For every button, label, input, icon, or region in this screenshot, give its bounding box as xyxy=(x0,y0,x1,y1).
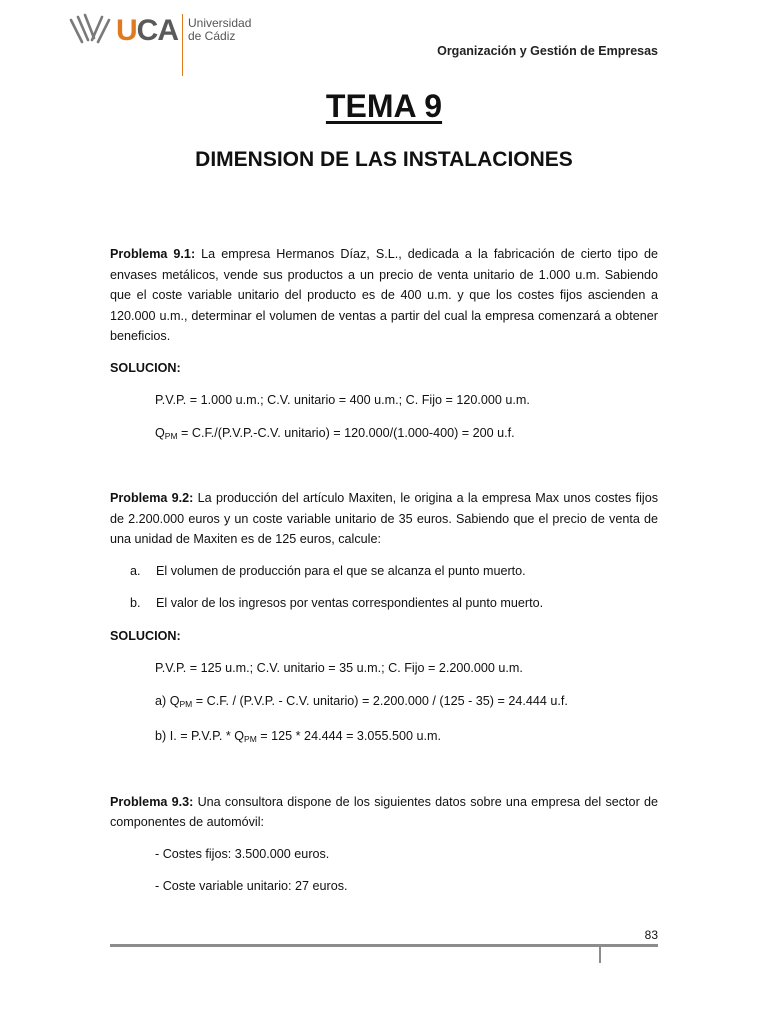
document-body xyxy=(110,244,658,909)
logo-separator xyxy=(182,14,183,76)
list-item: a. El volumen de producción para el que se alcanza el punto muerto. xyxy=(130,563,526,578)
problem-9-3-fixed-costs: - Costes fijos: 3.500.000 euros. xyxy=(155,846,330,861)
page-subtitle: DIMENSION DE LAS INSTALACIONES xyxy=(195,148,573,171)
uca-emblem-icon xyxy=(68,12,112,48)
problem-9-1-data-line: P.V.P. = 1.000 u.m.; C.V. unitario = 400 u.m.; C. Fijo = 120.000 u.m. xyxy=(155,393,530,407)
footer-divider xyxy=(110,944,658,947)
problem-9-2-statement: Problema 9.2: La producción del artículo Maxiten, le origina a la empresa Max unos costes fijos de 2.200.000 euros y un coste variable unitario de 35 euros. Sabiendo que el precio de venta de una unidad de Maxiten es de 125 euros, calcule: xyxy=(110,491,659,546)
problem-9-2-data-line: P.V.P. = 125 u.m.; C.V. unitario = 35 u.m.; C. Fijo = 2.200.000 u.m. xyxy=(155,661,523,675)
list-item: b. El valor de los ingresos por ventas correspondientes al punto muerto. xyxy=(130,596,544,610)
problem-9-2-formula-a: a) $Q_{PM} = C.F$. / (P.V.P. - C.V. unitario) = 2.200.000 / (125 - 35) = 24.444 u.f. xyxy=(155,693,568,709)
problem-9-3-variable-cost: - Coste variable unitario: 27 euros. xyxy=(155,879,348,893)
uca-wordmark: UCA xyxy=(116,14,179,47)
solution-heading: SOLUCION: xyxy=(110,360,181,375)
problem-9-3-statement: Problema 9.3: Una consultora dispone de los siguientes datos sobre una empresa del sector de componentes de automóvil: xyxy=(110,794,659,829)
footer-tick xyxy=(599,947,601,963)
problem-9-1-statement: Problema 9.1: La empresa Hermanos Díaz, S.L., dedicada a la fabricación de cierto tipo de envases metálicos, vende sus productos a un precio de venta unitario de 1.000 u.m. Sabiendo que el coste variable unitario del producto es de 400 u.m. y que los costes fijos ascienden a 120.000 u.m., determinar el volumen de ventas a partir del cual la empresa comenzará a obtener beneficios. xyxy=(110,247,659,343)
solution-heading: SOLUCION: xyxy=(110,628,181,643)
problem-9-2-formula-b: b) I. = P.V.P. * $Q_{PM} = 125 * 24.444 = 3.055.500$ u.m. xyxy=(155,729,441,744)
course-header: Organización y Gestión de Empresas xyxy=(437,44,658,58)
page-number: 83 xyxy=(644,928,658,942)
university-name: Universidad de Cádiz xyxy=(188,16,252,43)
page-title: TEMA 9 xyxy=(325,88,443,124)
problem-9-1-formula: $Q_{PM} = C.F./(P.V.P.-C.V$. unitario) = 120.000/(1.000-400) = 200 u.f. xyxy=(155,425,515,441)
